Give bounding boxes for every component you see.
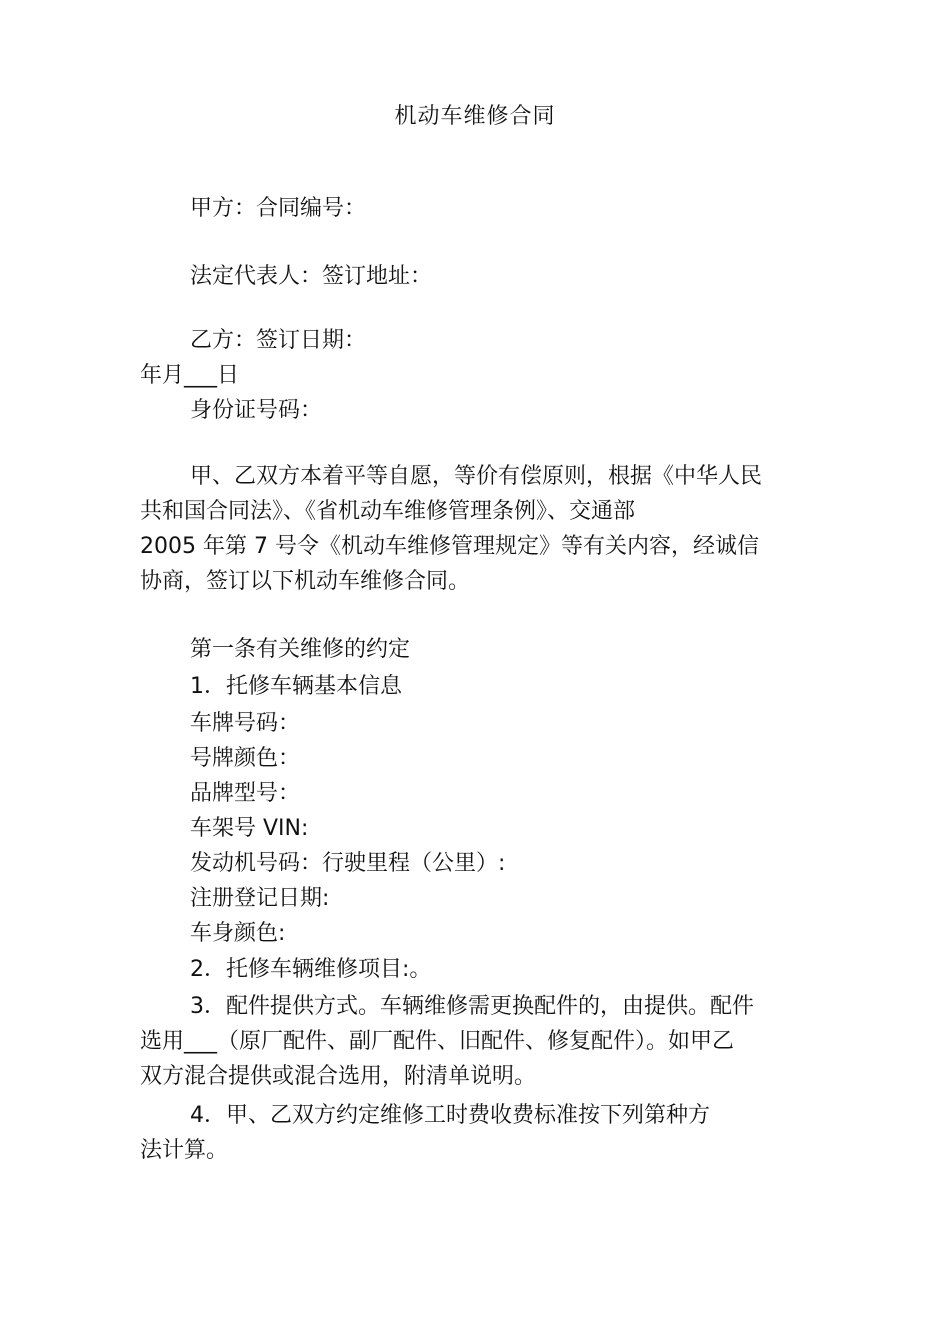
vehicle-field: 车身颜色: [190,921,286,946]
item-3-line: 选用___（原厂配件、副厂配件、旧配件、修复配件）。如甲乙 [140,1029,735,1054]
vehicle-field: 注册登记日期: [190,886,330,911]
vehicle-field: 发动机号码：行驶里程（公里）: [190,851,506,876]
vehicle-field: 品牌型号： [190,781,301,806]
vehicle-field: 车架号 VIN: [190,816,309,841]
vehicle-field: 号牌颜色： [190,746,301,771]
article-1-heading: 第一条有关维修的约定 [190,637,411,662]
document-title: 机动车维修合同 [394,104,556,129]
vehicle-field: 车牌号码： [190,711,301,736]
party-a-field: 甲方：合同编号： [190,196,367,221]
party-b-field: 乙方：签订日期： [190,328,367,353]
legal-rep-field: 法定代表人：签订地址： [190,264,433,289]
item-1-heading: 1．托修车辆基本信息 [190,674,402,699]
item-4-line: 法计算。 [140,1138,229,1163]
preamble-line: 甲、乙双方本着平等自愿，等价有偿原则，根据《中华人民 [190,464,763,489]
item-3-line: 3．配件提供方式。车辆维修需更换配件的，由提供。配件 [190,994,754,1019]
item-3-line: 双方混合提供或混合选用，附清单说明。 [140,1064,537,1089]
item-4-line: 4．甲、乙双方约定维修工时费收费标准按下列第种方 [190,1103,710,1128]
preamble-line: 协商，签订以下机动车维修合同。 [140,569,471,594]
preamble-line: 2005 年第 7 号令《机动车维修管理规定》等有关内容，经诚信 [140,534,759,559]
date-line: 年月___日 [140,363,240,388]
item-2: 2．托修车辆维修项目:。 [190,957,432,982]
id-number-field: 身份证号码： [190,398,323,423]
preamble-line: 共和国合同法》、《省机动车维修管理条例》、交通部 [140,499,636,524]
